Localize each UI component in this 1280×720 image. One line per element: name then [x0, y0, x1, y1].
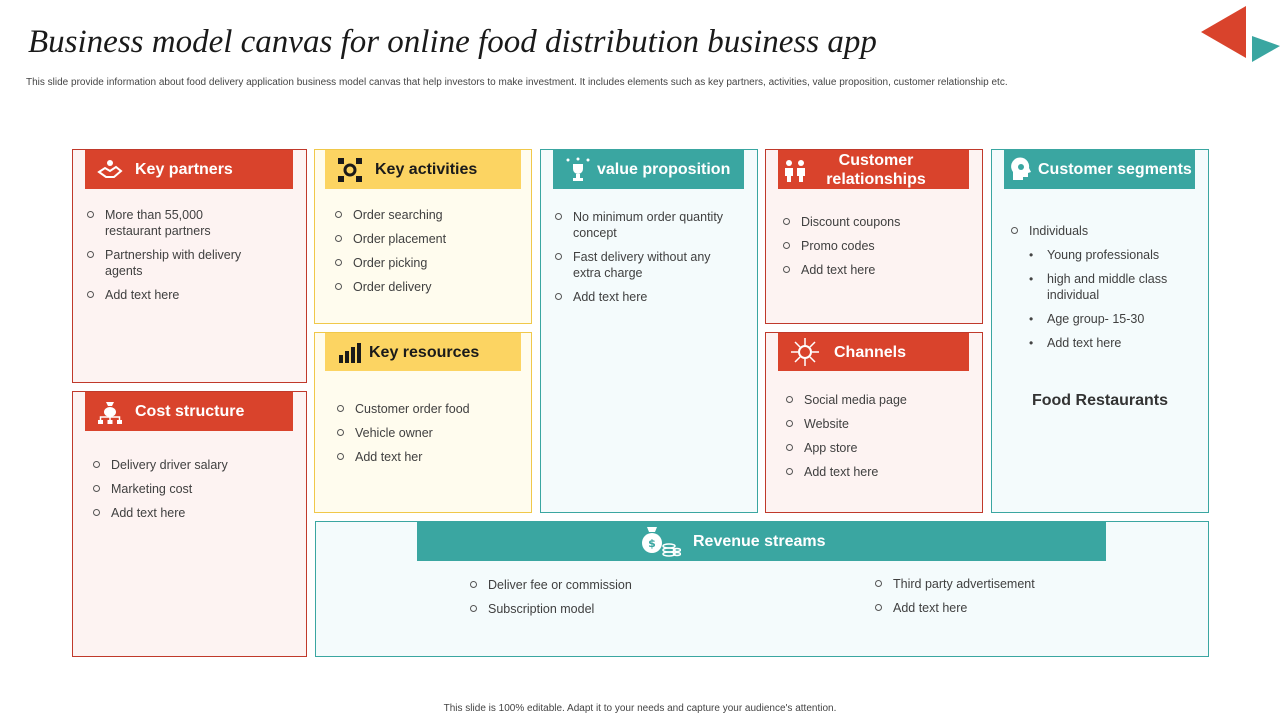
list-item: • Add text here [1029, 335, 1191, 351]
key-partners-title: Key partners [135, 161, 233, 178]
list-item: Add text here [875, 600, 1175, 616]
list-item: Add text here [93, 505, 273, 521]
key-partners-list [87, 207, 257, 311]
head-profile-icon [1006, 155, 1036, 185]
list-item: Fast delivery without any extra charge [555, 249, 735, 281]
value-proposition-panel [540, 149, 758, 513]
handshake-icon [95, 155, 125, 185]
cost-structure-title: Cost structure [135, 403, 245, 420]
svg-text:$: $ [648, 537, 656, 550]
customer-relationships-title: Customer relationships [826, 151, 926, 188]
customer-segments-list [1011, 223, 1191, 359]
network-hub-icon [790, 337, 820, 367]
list-item: Add text here [555, 289, 735, 305]
list-item: Customer order food [337, 401, 517, 417]
slide-footer: This slide is 100% editable. Adapt it to your needs and capture your audience's attention. [443, 703, 837, 714]
list-item: Marketing cost [93, 481, 273, 497]
slide-title: Business model canvas for online food distribution business app [28, 24, 877, 60]
list-item [1011, 223, 1191, 351]
channels-list [786, 392, 966, 488]
list-item: Delivery driver salary [93, 457, 273, 473]
value-proposition-title: value proposition [597, 161, 731, 178]
list-item: Discount coupons [783, 214, 963, 230]
list-item: • Young professionals [1029, 247, 1191, 263]
customer-segments-header [1004, 150, 1195, 189]
revenue-streams-right-list [875, 576, 1175, 624]
list-item: Add text her [337, 449, 517, 465]
key-resources-header [325, 333, 521, 371]
customer-relationships-list [783, 214, 963, 286]
trophy-icon [563, 155, 593, 185]
customer-relationships-header [778, 150, 969, 189]
list-item: • high and middle class individual [1029, 271, 1191, 303]
list-item: Subscription model [470, 601, 770, 617]
list-item: Social media page [786, 392, 966, 408]
segment-sub-list [1029, 247, 1191, 351]
revenue-streams-header [417, 521, 1106, 561]
list-item: Promo codes [783, 238, 963, 254]
channels-header [778, 333, 969, 371]
key-resources-list [337, 401, 517, 473]
customer-segments-title: Customer segments [1038, 161, 1192, 178]
list-item: Vehicle owner [337, 425, 517, 441]
list-item: Website [786, 416, 966, 432]
key-activities-title: Key activities [375, 161, 478, 178]
channels-title: Channels [834, 343, 907, 361]
list-item: Third party advertisement [875, 576, 1175, 592]
list-item: Order picking [335, 255, 515, 271]
list-item: Partnership with delivery agents [87, 247, 257, 279]
list-item: Order placement [335, 231, 515, 247]
list-item: More than 55,000 restaurant partners [87, 207, 257, 239]
list-item: App store [786, 440, 966, 456]
list-item: Order searching [335, 207, 515, 223]
key-activities-list [335, 207, 515, 303]
list-item: Deliver fee or commission [470, 577, 770, 593]
list-item: Add text here [783, 262, 963, 278]
bar-chart-icon [335, 337, 365, 367]
key-resources-title: Key resources [369, 343, 480, 361]
cost-structure-list [93, 457, 273, 529]
list-item: • Age group- 15-30 [1029, 311, 1191, 327]
food-restaurants-label: Food Restaurants [1031, 392, 1168, 409]
corner-arrows-decoration [1200, 0, 1280, 70]
segment-group-label: Individuals [1029, 224, 1089, 238]
value-proposition-header [553, 150, 744, 189]
list-item: Add text here [786, 464, 966, 480]
list-item: Add text here [87, 287, 257, 303]
key-partners-header [85, 150, 293, 189]
key-activities-header [325, 150, 521, 189]
revenue-streams-title: Revenue streams [693, 532, 826, 550]
coins-icon [639, 526, 681, 556]
list-item: Order delivery [335, 279, 515, 295]
money-bag-icon [95, 397, 125, 427]
people-icon [780, 155, 810, 185]
revenue-streams-left-list [470, 577, 770, 625]
value-proposition-list [555, 209, 735, 313]
gear-network-icon [335, 155, 365, 185]
cost-structure-header [85, 392, 293, 431]
list-item: No minimum order quantity concept [555, 209, 735, 241]
slide-subtitle: This slide provide information about food delivery application business model canvas that help investors to make investment. It includes elements such as key partners, activities, value proposition, customer relationship etc. [26, 77, 1008, 88]
